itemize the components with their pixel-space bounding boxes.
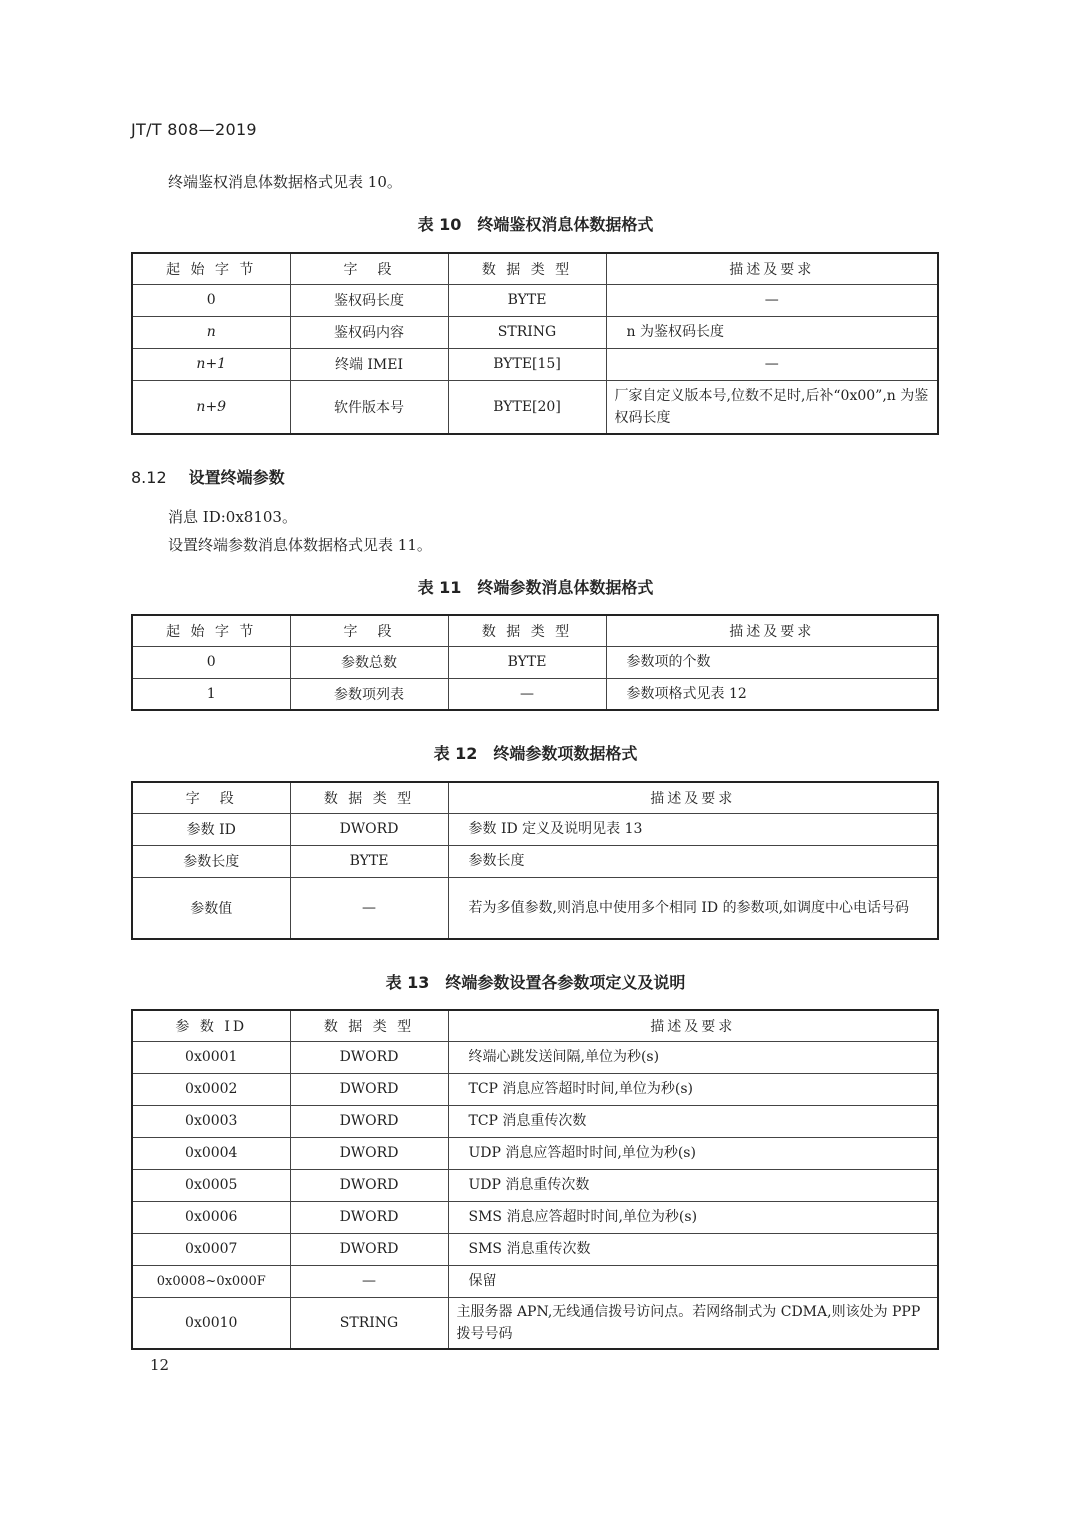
table-row: [132, 284, 938, 316]
cell: TCP 消息应答超时时间,单位为秒(s): [448, 1073, 938, 1105]
cell: 0x0005: [132, 1169, 290, 1201]
cell: DWORD: [290, 1105, 448, 1137]
cell: BYTE: [448, 646, 606, 678]
table-row: [132, 1137, 938, 1169]
cell: 若为多值参数,则消息中使用多个相同 ID 的参数项,如调度中心电话号码: [448, 877, 938, 939]
table13: [131, 1009, 939, 1350]
table-row: [132, 1105, 938, 1137]
cell: 0x0007: [132, 1233, 290, 1265]
cell: —: [290, 1265, 448, 1297]
cell: 厂家自定义版本号,位数不足时,后补“0x00”,n 为鉴权码长度: [606, 380, 938, 434]
header-cell: 字 段: [290, 615, 448, 646]
cell: 0x0002: [132, 1073, 290, 1105]
table-header-row: [132, 615, 938, 646]
table-row: [132, 1201, 938, 1233]
table-row: [132, 1169, 938, 1201]
cell: BYTE[20]: [448, 380, 606, 434]
header-cell: 描述及要求: [448, 782, 938, 813]
table11-intro-paragraph: 设置终端参数消息体数据格式见表 11。: [168, 536, 432, 554]
table-row: [132, 1233, 938, 1265]
cell: n+1: [132, 348, 290, 380]
table-row: [132, 348, 938, 380]
cell: DWORD: [290, 1233, 448, 1265]
header-cell: 数 据 类 型: [448, 253, 606, 284]
header-cell: 起 始 字 节: [132, 615, 290, 646]
cell: 0x0010: [132, 1297, 290, 1349]
table-row: [132, 380, 938, 434]
cell: DWORD: [290, 1169, 448, 1201]
cell: 参数 ID: [132, 813, 290, 845]
cell: UDP 消息应答超时时间,单位为秒(s): [448, 1137, 938, 1169]
message-id-paragraph: 消息 ID:0x8103。: [168, 508, 297, 526]
header-cell: 字 段: [132, 782, 290, 813]
table-header-row: [132, 253, 938, 284]
cell: DWORD: [290, 1041, 448, 1073]
page-number: 12: [150, 1356, 170, 1374]
table-row: [132, 1041, 938, 1073]
table13-caption: 表 13 终端参数设置各参数项定义及说明: [385, 973, 686, 992]
header-cell: 描述及要求: [448, 1010, 938, 1041]
cell: DWORD: [290, 1137, 448, 1169]
cell: DWORD: [290, 1201, 448, 1233]
header-cell: 起 始 字 节: [132, 253, 290, 284]
cell: 1: [132, 678, 290, 710]
cell: STRING: [448, 316, 606, 348]
cell: TCP 消息重传次数: [448, 1105, 938, 1137]
cell: 0: [132, 284, 290, 316]
header-cell: 字 段: [290, 253, 448, 284]
cell: 鉴权码内容: [290, 316, 448, 348]
table-header-row: [132, 782, 938, 813]
cell: 0x0003: [132, 1105, 290, 1137]
section-title: 设置终端参数: [188, 468, 285, 487]
cell: n 为鉴权码长度: [606, 316, 938, 348]
table11-caption: 表 11 终端参数消息体数据格式: [417, 578, 654, 597]
table-header-row: [132, 1010, 938, 1041]
cell: 保留: [448, 1265, 938, 1297]
cell: 参数项的个数: [606, 646, 938, 678]
cell: 参数长度: [132, 845, 290, 877]
cell: 终端心跳发送间隔,单位为秒(s): [448, 1041, 938, 1073]
section-heading: [131, 465, 285, 488]
cell: —: [606, 348, 938, 380]
cell: 参数长度: [448, 845, 938, 877]
cell: 参数项格式见表 12: [606, 678, 938, 710]
cell: BYTE: [290, 845, 448, 877]
table10: [131, 252, 939, 435]
table12: [131, 781, 939, 940]
cell: SMS 消息重传次数: [448, 1233, 938, 1265]
header-cell: 数 据 类 型: [290, 782, 448, 813]
cell: n+9: [132, 380, 290, 434]
table-row: [132, 813, 938, 845]
table12-caption: 表 12 终端参数项数据格式: [433, 744, 638, 763]
cell: —: [448, 678, 606, 710]
cell: 参数项列表: [290, 678, 448, 710]
cell: 0x0004: [132, 1137, 290, 1169]
cell: SMS 消息应答超时时间,单位为秒(s): [448, 1201, 938, 1233]
cell: n: [132, 316, 290, 348]
table-row: [132, 646, 938, 678]
cell: BYTE: [448, 284, 606, 316]
cell: STRING: [290, 1297, 448, 1349]
cell: 0x0006: [132, 1201, 290, 1233]
cell: 鉴权码长度: [290, 284, 448, 316]
table-row: [132, 316, 938, 348]
table-row: [132, 1265, 938, 1297]
cell: 终端 IMEI: [290, 348, 448, 380]
cell: 软件版本号: [290, 380, 448, 434]
cell: 0: [132, 646, 290, 678]
cell: —: [606, 284, 938, 316]
cell: DWORD: [290, 813, 448, 845]
header-cell: 数 据 类 型: [290, 1010, 448, 1041]
table-row: [132, 845, 938, 877]
cell: —: [290, 877, 448, 939]
standard-code: JT/T 808—2019: [131, 120, 257, 139]
cell: 0x0008~0x000F: [132, 1265, 290, 1297]
table11: [131, 614, 939, 711]
table10-caption: 表 10 终端鉴权消息体数据格式: [417, 215, 654, 234]
table-row: [132, 678, 938, 710]
header-cell: 参 数 ID: [132, 1010, 290, 1041]
intro-paragraph: 终端鉴权消息体数据格式见表 10。: [168, 173, 402, 191]
cell: 主服务器 APN,无线通信拨号访问点。若网络制式为 CDMA,则该处为 PPP 拨号号码: [448, 1297, 938, 1349]
cell: 0x0001: [132, 1041, 290, 1073]
table-row: [132, 877, 938, 939]
cell: 参数值: [132, 877, 290, 939]
cell: 参数 ID 定义及说明见表 13: [448, 813, 938, 845]
cell: 参数总数: [290, 646, 448, 678]
table-row: [132, 1073, 938, 1105]
table-row: [132, 1297, 938, 1349]
cell: UDP 消息重传次数: [448, 1169, 938, 1201]
header-cell: 数 据 类 型: [448, 615, 606, 646]
section-number: 8.12: [131, 468, 167, 487]
header-cell: 描述及要求: [606, 615, 938, 646]
header-cell: 描述及要求: [606, 253, 938, 284]
cell: DWORD: [290, 1073, 448, 1105]
cell: BYTE[15]: [448, 348, 606, 380]
